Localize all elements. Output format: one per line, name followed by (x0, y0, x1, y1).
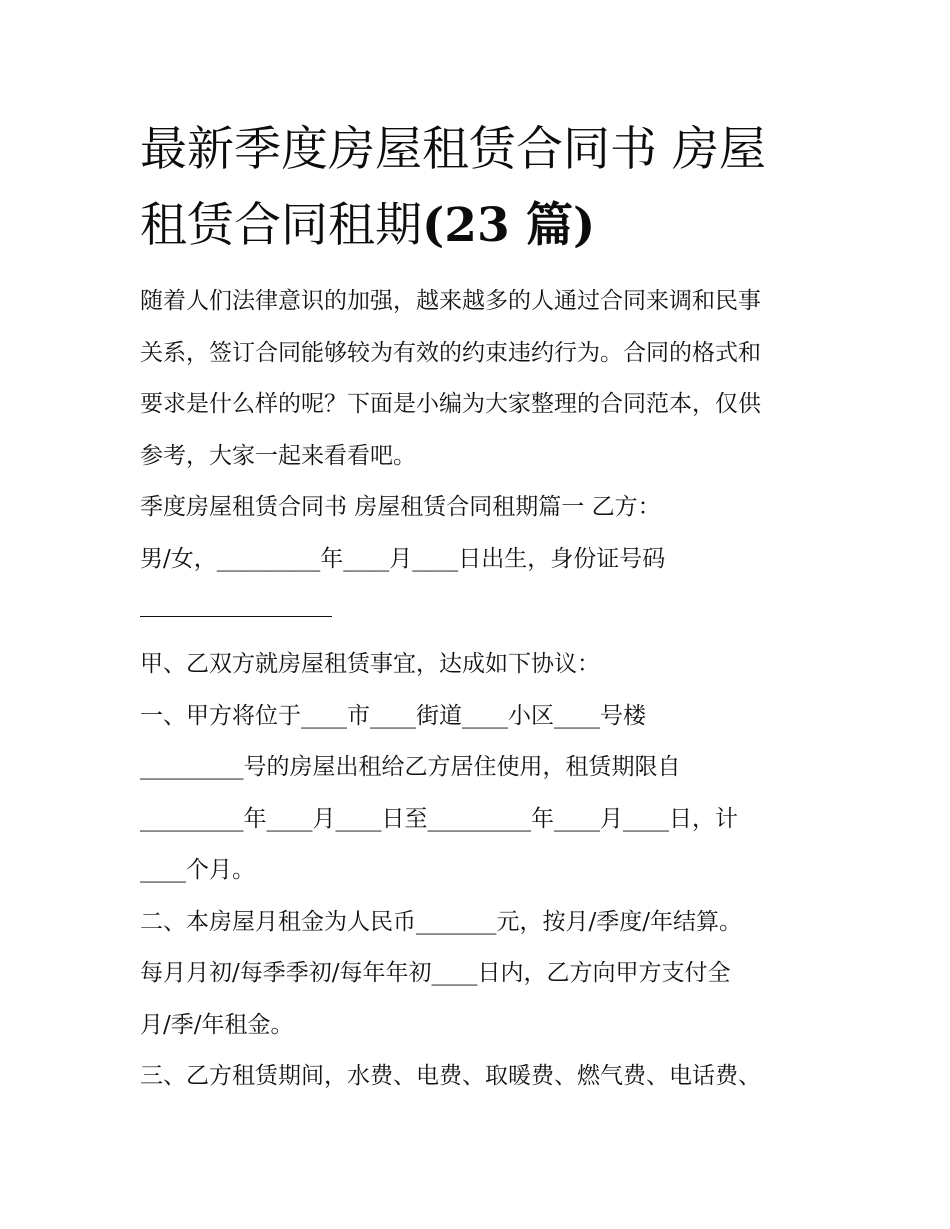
document-title (140, 112, 820, 264)
clause-2-line-3: 月/季/年租金。 (140, 1011, 294, 1038)
clause-1-line-1: 一、甲方将位于____市____街道____小区____号楼 (140, 702, 646, 729)
party-line: 男/女，_________年____月____日出生，身份证号码 (140, 545, 666, 572)
intro-line-4: 参考，大家一起来看看吧。 (140, 442, 416, 469)
clause-2-line-1: 二、本房屋月租金为人民币_______元，按月/季度/年结算。 (140, 908, 742, 935)
clause-1-line-3: _________年____月____日至_________年____月____日，计 (140, 805, 738, 832)
agreement-line: 甲、乙双方就房屋租赁事宜，达成如下协议： (140, 651, 600, 677)
title-part-3: (23 篇) (422, 198, 596, 253)
intro-line-2: 关系，签订合同能够较为有效的约束违约行为。合同的格式和 (140, 339, 761, 366)
document-body (140, 276, 820, 1103)
title-part-2: 租赁合同租期 (140, 198, 422, 253)
intro-line-3: 要求是什么样的呢？下面是小编为大家整理的合同范本，仅供 (140, 391, 761, 417)
title-part-1: 最新季度房屋租赁合同书 房屋 (140, 122, 766, 177)
clause-3-line-1: 三、乙方租赁期间，水费、电费、取暖费、燃气费、电话费、 (140, 1063, 761, 1089)
id-number-blank-line (140, 585, 820, 631)
clause-1-line-2: _________号的房屋出租给乙方居住使用，租赁期限自 (140, 754, 681, 780)
intro-line-1: 随着人们法律意识的加强，越来越多的人通过合同来调和民事 (140, 288, 761, 314)
clause-2-line-2: 每月月初/每季季初/每年年初____日内，乙方向甲方支付全 (140, 960, 731, 986)
section-heading: 季度房屋租赁合同书 房屋租赁合同租期篇一 乙方： (140, 494, 661, 520)
clause-1-line-4: ____个月。 (140, 857, 255, 883)
id-number-blank (140, 588, 332, 617)
